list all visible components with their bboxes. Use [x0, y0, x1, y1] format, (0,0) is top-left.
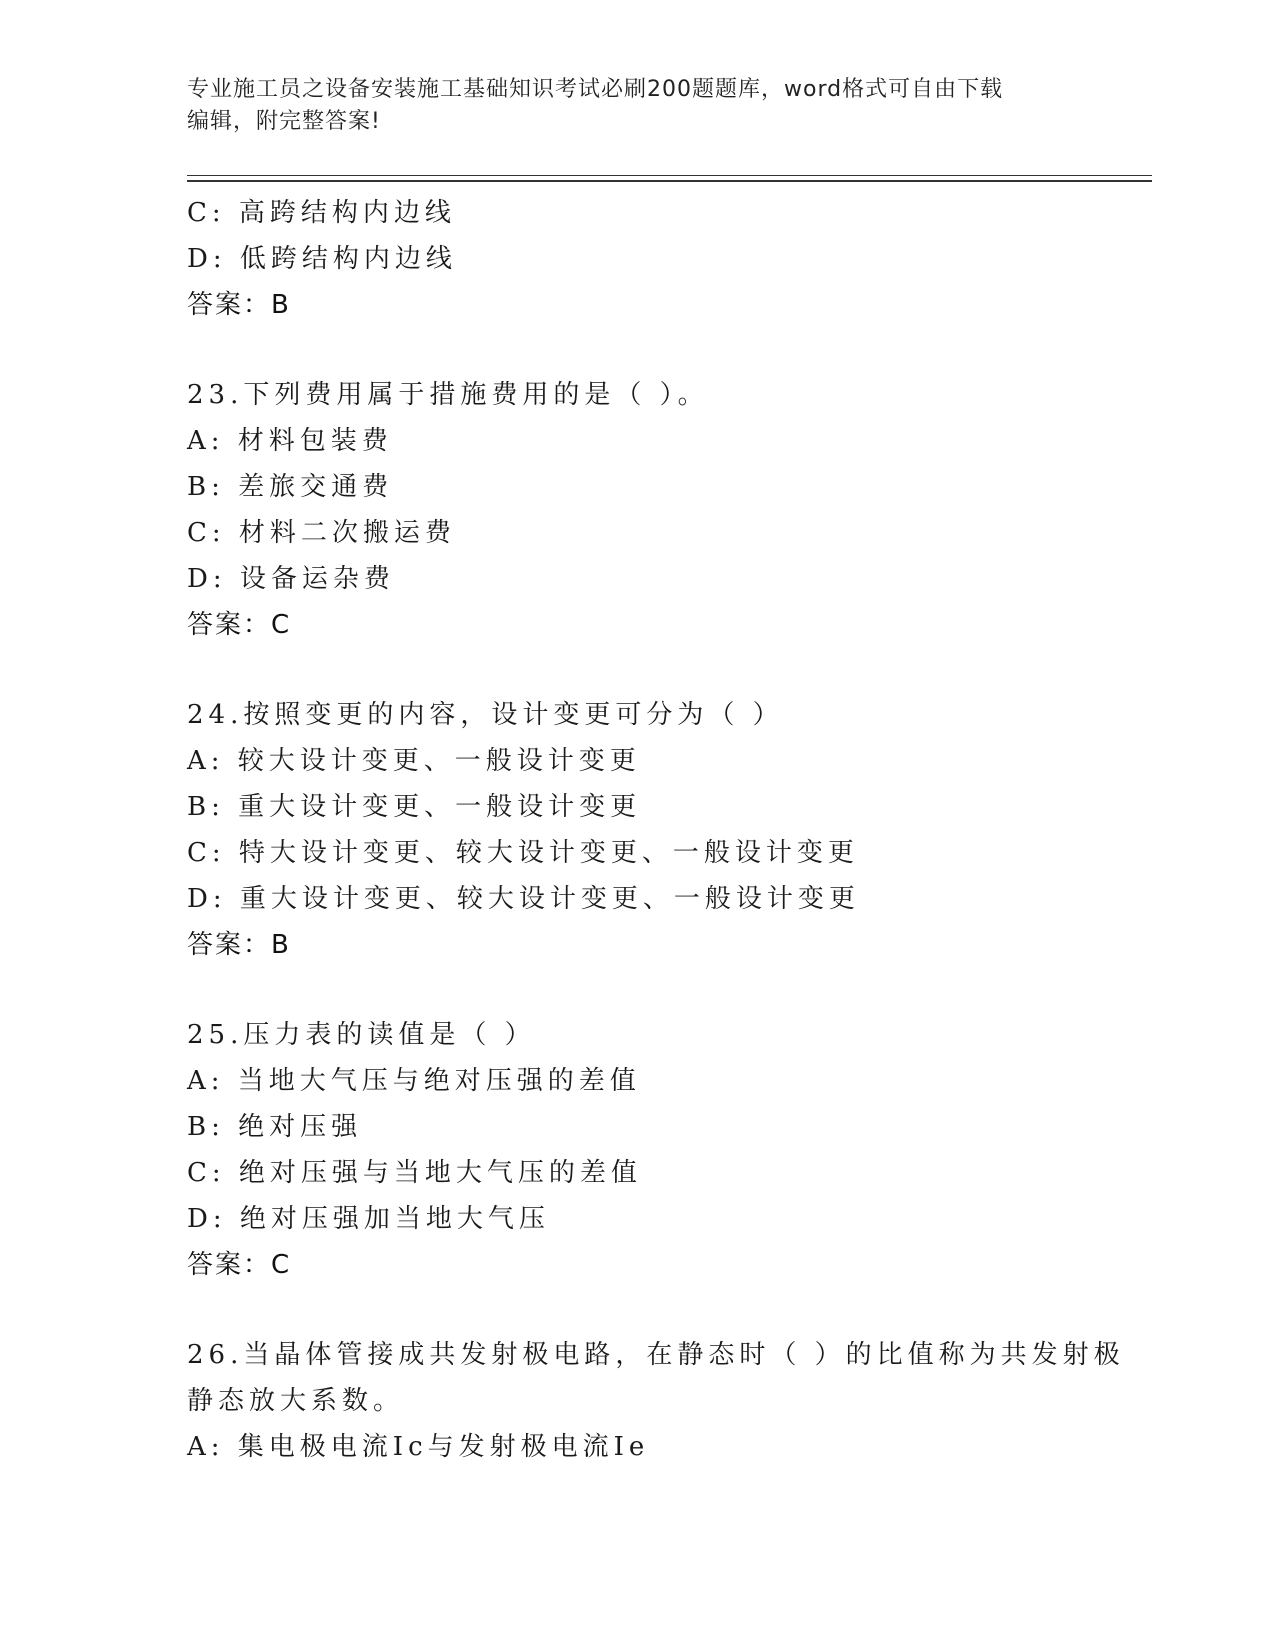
question-25: [187, 1012, 1147, 1288]
header-divider-thin: [187, 175, 1152, 176]
header-title-line-1: 专业施工员之设备安装施工基础知识考试必刷200题题库，word格式可自由下载: [187, 77, 1004, 102]
question-23: [187, 372, 1147, 648]
spacer: [187, 1288, 1147, 1332]
option-c: C: 高跨结构内边线: [187, 198, 456, 228]
header-title-line-2: 编辑，附完整答案!: [187, 109, 381, 134]
header-divider-thick: [187, 180, 1152, 182]
option-a: A: 当地大气压与绝对压强的差值: [187, 1066, 641, 1096]
option-d: D: 设备运杂费: [187, 564, 395, 594]
spacer: [187, 968, 1147, 1012]
question-text: 24.按照变更的内容，设计变更可分为（ ）: [187, 700, 784, 730]
spacer: [187, 328, 1147, 372]
option-d: D: 重大设计变更、较大设计变更、一般设计变更: [187, 884, 860, 914]
question-24: [187, 692, 1147, 968]
option-b: B: 差旅交通费: [187, 472, 394, 502]
option-d: D: 低跨结构内边线: [187, 244, 457, 274]
option-b: B: 重大设计变更、一般设计变更: [187, 792, 642, 822]
question-list: [187, 190, 1147, 1470]
option-c: C: 特大设计变更、较大设计变更、一般设计变更: [187, 838, 859, 868]
question-text-line-1: 26.当晶体管接成共发射极电路，在静态时（ ）的比值称为共发射极: [187, 1340, 1125, 1370]
option-c: C: 绝对压强与当地大气压的差值: [187, 1158, 642, 1188]
question-22-tail: [187, 190, 1147, 328]
option-b: B: 绝对压强: [187, 1112, 363, 1142]
option-a: A: 集电极电流Ic与发射极电流Ie: [187, 1432, 650, 1462]
option-c: C: 材料二次搬运费: [187, 518, 456, 548]
question-text: 23.下列费用属于措施费用的是（ ）。: [187, 380, 709, 410]
option-d: D: 绝对压强加当地大气压: [187, 1204, 550, 1234]
document-header: [187, 74, 1087, 138]
question-26: [187, 1332, 1147, 1470]
option-a: A: 较大设计变更、一般设计变更: [187, 746, 641, 776]
option-a: A: 材料包装费: [187, 426, 393, 456]
answer-line: 答案：C: [187, 610, 292, 640]
answer-line: 答案：B: [187, 930, 291, 960]
question-text-line-2: 静态放大系数。: [187, 1386, 405, 1416]
answer-line: 答案：B: [187, 290, 291, 320]
spacer: [187, 648, 1147, 692]
question-text: 25.压力表的读值是（ ）: [187, 1020, 536, 1050]
answer-line: 答案：C: [187, 1250, 292, 1280]
